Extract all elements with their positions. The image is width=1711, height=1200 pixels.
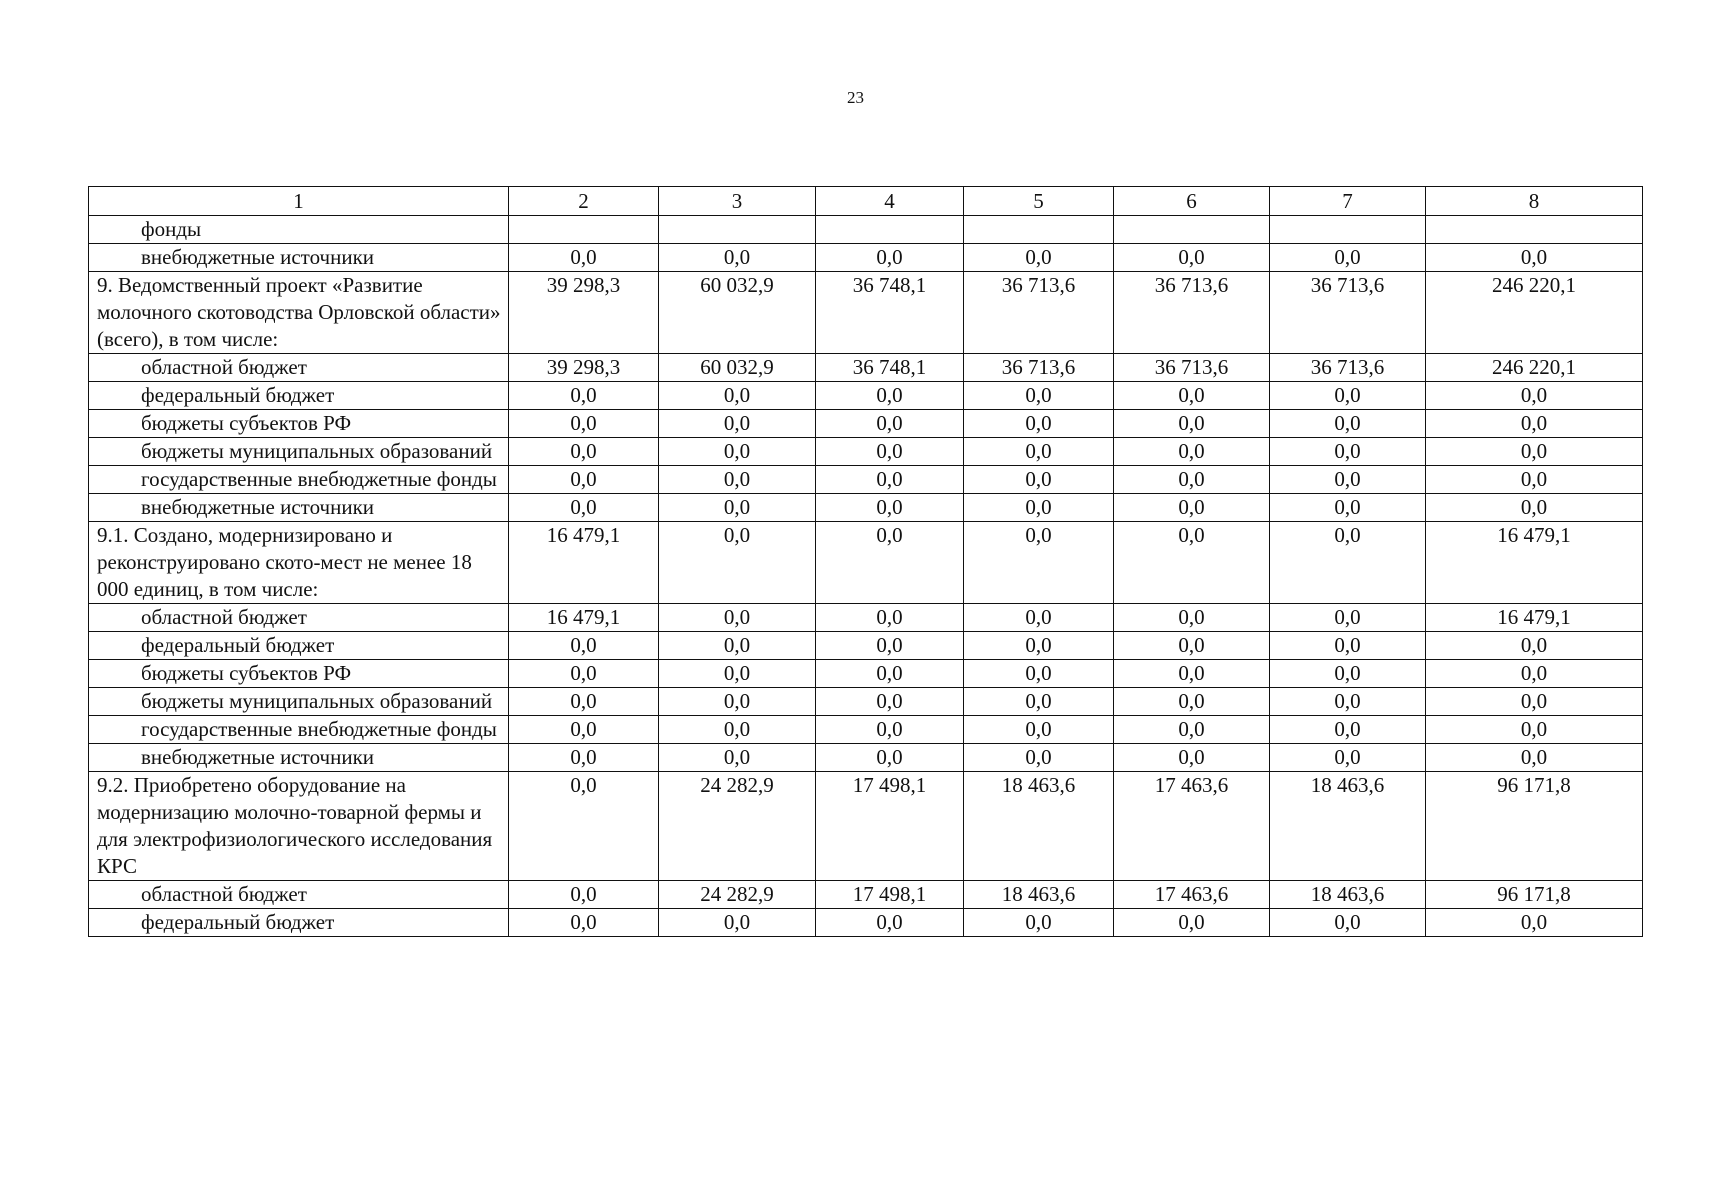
cell-value: 0,0 (964, 382, 1114, 410)
column-header-4: 4 (816, 187, 964, 216)
cell-value: 39 298,3 (509, 354, 659, 382)
cell-value: 16 479,1 (509, 604, 659, 632)
budget-table (88, 186, 1643, 937)
table-row (89, 466, 1643, 494)
cell-value: 0,0 (816, 466, 964, 494)
row-label: областной бюджет (89, 604, 509, 632)
cell-value: 36 713,6 (1114, 272, 1270, 354)
cell-value: 0,0 (964, 604, 1114, 632)
row-label: государственные внебюджетные фонды (89, 716, 509, 744)
cell-value: 0,0 (509, 494, 659, 522)
cell-value: 0,0 (1270, 494, 1426, 522)
cell-value: 0,0 (659, 660, 816, 688)
table-header-row (89, 187, 1643, 216)
row-label: 9.1. Создано, модернизировано и реконструировано ското-мест не менее 18 000 единиц, в том числе: (89, 522, 509, 604)
cell-value: 24 282,9 (659, 881, 816, 909)
table-body (89, 216, 1643, 937)
cell-value: 36 713,6 (1270, 272, 1426, 354)
cell-value: 0,0 (964, 660, 1114, 688)
cell-value: 18 463,6 (1270, 881, 1426, 909)
cell-value: 0,0 (509, 382, 659, 410)
cell-value: 0,0 (1426, 660, 1643, 688)
cell-value: 0,0 (1114, 244, 1270, 272)
cell-value: 39 298,3 (509, 272, 659, 354)
cell-value: 18 463,6 (1270, 772, 1426, 881)
cell-value: 0,0 (659, 466, 816, 494)
cell-value: 0,0 (1114, 466, 1270, 494)
cell-value (509, 216, 659, 244)
cell-value: 0,0 (816, 909, 964, 937)
cell-value (964, 216, 1114, 244)
row-label: федеральный бюджет (89, 909, 509, 937)
cell-value: 0,0 (816, 716, 964, 744)
row-label: бюджеты субъектов РФ (89, 660, 509, 688)
cell-value: 0,0 (509, 744, 659, 772)
cell-value: 96 171,8 (1426, 772, 1643, 881)
cell-value: 0,0 (816, 660, 964, 688)
cell-value: 0,0 (1426, 382, 1643, 410)
column-header-6: 6 (1114, 187, 1270, 216)
cell-value: 0,0 (1426, 744, 1643, 772)
cell-value: 36 713,6 (1114, 354, 1270, 382)
cell-value: 17 463,6 (1114, 772, 1270, 881)
cell-value (1426, 216, 1643, 244)
cell-value: 0,0 (964, 716, 1114, 744)
cell-value: 0,0 (964, 494, 1114, 522)
table-row (89, 272, 1643, 354)
cell-value: 0,0 (964, 466, 1114, 494)
cell-value: 0,0 (659, 688, 816, 716)
column-header-3: 3 (659, 187, 816, 216)
row-label: 9.2. Приобретено оборудование на модернизацию молочно-товарной фермы и для электрофизиологического исследования КРС (89, 772, 509, 881)
cell-value: 36 713,6 (1270, 354, 1426, 382)
cell-value: 0,0 (1114, 688, 1270, 716)
cell-value: 0,0 (659, 244, 816, 272)
cell-value: 0,0 (659, 522, 816, 604)
cell-value: 0,0 (509, 688, 659, 716)
cell-value: 17 498,1 (816, 881, 964, 909)
row-label: федеральный бюджет (89, 632, 509, 660)
cell-value: 0,0 (1114, 909, 1270, 937)
table-row (89, 604, 1643, 632)
cell-value: 24 282,9 (659, 772, 816, 881)
cell-value: 0,0 (964, 909, 1114, 937)
table-row (89, 632, 1643, 660)
cell-value: 0,0 (816, 604, 964, 632)
cell-value: 0,0 (509, 716, 659, 744)
cell-value: 0,0 (816, 410, 964, 438)
cell-value: 0,0 (816, 522, 964, 604)
row-label: федеральный бюджет (89, 382, 509, 410)
cell-value: 0,0 (659, 716, 816, 744)
cell-value: 0,0 (816, 688, 964, 716)
cell-value: 0,0 (509, 660, 659, 688)
cell-value: 0,0 (659, 438, 816, 466)
column-header-7: 7 (1270, 187, 1426, 216)
cell-value: 0,0 (1426, 466, 1643, 494)
row-label: внебюджетные источники (89, 494, 509, 522)
cell-value: 0,0 (964, 244, 1114, 272)
cell-value: 0,0 (659, 632, 816, 660)
row-label: 9. Ведомственный проект «Развитие молочного скотоводства Орловской области» (всего), в том числе: (89, 272, 509, 354)
row-label: областной бюджет (89, 881, 509, 909)
cell-value: 0,0 (816, 744, 964, 772)
column-header-1: 1 (89, 187, 509, 216)
cell-value: 0,0 (1114, 382, 1270, 410)
cell-value: 0,0 (964, 688, 1114, 716)
cell-value: 16 479,1 (1426, 604, 1643, 632)
cell-value: 0,0 (1426, 244, 1643, 272)
table-row (89, 494, 1643, 522)
row-label: фонды (89, 216, 509, 244)
page-number: 23 (847, 88, 864, 107)
column-header-8: 8 (1426, 187, 1643, 216)
cell-value: 0,0 (964, 522, 1114, 604)
cell-value: 0,0 (964, 438, 1114, 466)
cell-value: 0,0 (1114, 604, 1270, 632)
cell-value (1114, 216, 1270, 244)
table-row (89, 909, 1643, 937)
cell-value: 0,0 (659, 744, 816, 772)
cell-value: 0,0 (1114, 744, 1270, 772)
cell-value: 0,0 (659, 604, 816, 632)
row-label: государственные внебюджетные фонды (89, 466, 509, 494)
cell-value: 0,0 (659, 909, 816, 937)
cell-value: 0,0 (509, 244, 659, 272)
cell-value: 96 171,8 (1426, 881, 1643, 909)
cell-value: 16 479,1 (1426, 522, 1643, 604)
row-label: областной бюджет (89, 354, 509, 382)
cell-value: 18 463,6 (964, 881, 1114, 909)
row-label: бюджеты муниципальных образований (89, 688, 509, 716)
cell-value: 0,0 (816, 438, 964, 466)
cell-value: 0,0 (1114, 716, 1270, 744)
cell-value: 0,0 (1114, 438, 1270, 466)
cell-value: 0,0 (816, 632, 964, 660)
cell-value: 0,0 (1114, 494, 1270, 522)
cell-value: 0,0 (509, 438, 659, 466)
cell-value: 0,0 (816, 494, 964, 522)
cell-value: 0,0 (1426, 438, 1643, 466)
cell-value: 18 463,6 (964, 772, 1114, 881)
cell-value: 0,0 (1426, 909, 1643, 937)
cell-value: 0,0 (1114, 410, 1270, 438)
row-label: бюджеты муниципальных образований (89, 438, 509, 466)
column-header-5: 5 (964, 187, 1114, 216)
cell-value: 0,0 (659, 494, 816, 522)
cell-value: 246 220,1 (1426, 354, 1643, 382)
cell-value: 0,0 (1270, 410, 1426, 438)
cell-value: 36 748,1 (816, 272, 964, 354)
cell-value: 0,0 (509, 410, 659, 438)
cell-value: 17 498,1 (816, 772, 964, 881)
cell-value: 0,0 (509, 632, 659, 660)
cell-value: 0,0 (1270, 688, 1426, 716)
cell-value: 0,0 (509, 772, 659, 881)
cell-value: 0,0 (1270, 660, 1426, 688)
cell-value: 0,0 (659, 410, 816, 438)
cell-value: 36 713,6 (964, 354, 1114, 382)
cell-value: 246 220,1 (1426, 272, 1643, 354)
cell-value: 0,0 (509, 881, 659, 909)
cell-value: 0,0 (1114, 632, 1270, 660)
row-label: внебюджетные источники (89, 244, 509, 272)
cell-value: 0,0 (1270, 909, 1426, 937)
cell-value: 0,0 (1426, 688, 1643, 716)
cell-value: 60 032,9 (659, 272, 816, 354)
table-row (89, 772, 1643, 881)
column-header-2: 2 (509, 187, 659, 216)
cell-value: 0,0 (1270, 522, 1426, 604)
cell-value: 0,0 (816, 244, 964, 272)
cell-value: 0,0 (964, 410, 1114, 438)
cell-value (1270, 216, 1426, 244)
table-row (89, 716, 1643, 744)
table-row (89, 660, 1643, 688)
table-row (89, 688, 1643, 716)
cell-value: 0,0 (1270, 604, 1426, 632)
cell-value: 0,0 (1270, 244, 1426, 272)
cell-value: 0,0 (1270, 632, 1426, 660)
cell-value: 0,0 (1270, 466, 1426, 494)
cell-value: 0,0 (964, 744, 1114, 772)
cell-value (659, 216, 816, 244)
cell-value: 0,0 (964, 632, 1114, 660)
cell-value: 36 748,1 (816, 354, 964, 382)
cell-value: 0,0 (1270, 438, 1426, 466)
cell-value: 0,0 (659, 382, 816, 410)
cell-value: 36 713,6 (964, 272, 1114, 354)
cell-value: 0,0 (1114, 522, 1270, 604)
cell-value: 0,0 (509, 466, 659, 494)
cell-value: 0,0 (509, 909, 659, 937)
cell-value: 0,0 (816, 382, 964, 410)
cell-value: 16 479,1 (509, 522, 659, 604)
cell-value: 0,0 (1426, 410, 1643, 438)
cell-value: 0,0 (1426, 494, 1643, 522)
cell-value: 0,0 (1426, 632, 1643, 660)
cell-value: 0,0 (1270, 716, 1426, 744)
table-row (89, 881, 1643, 909)
table-row (89, 244, 1643, 272)
row-label: бюджеты субъектов РФ (89, 410, 509, 438)
cell-value: 0,0 (1270, 382, 1426, 410)
cell-value: 0,0 (1270, 744, 1426, 772)
table-row (89, 522, 1643, 604)
cell-value (816, 216, 964, 244)
table-row (89, 438, 1643, 466)
table-row (89, 216, 1643, 244)
cell-value: 60 032,9 (659, 354, 816, 382)
cell-value: 17 463,6 (1114, 881, 1270, 909)
table-row (89, 382, 1643, 410)
row-label: внебюджетные источники (89, 744, 509, 772)
cell-value: 0,0 (1114, 660, 1270, 688)
table-row (89, 744, 1643, 772)
table-row (89, 354, 1643, 382)
table-row (89, 410, 1643, 438)
cell-value: 0,0 (1426, 716, 1643, 744)
